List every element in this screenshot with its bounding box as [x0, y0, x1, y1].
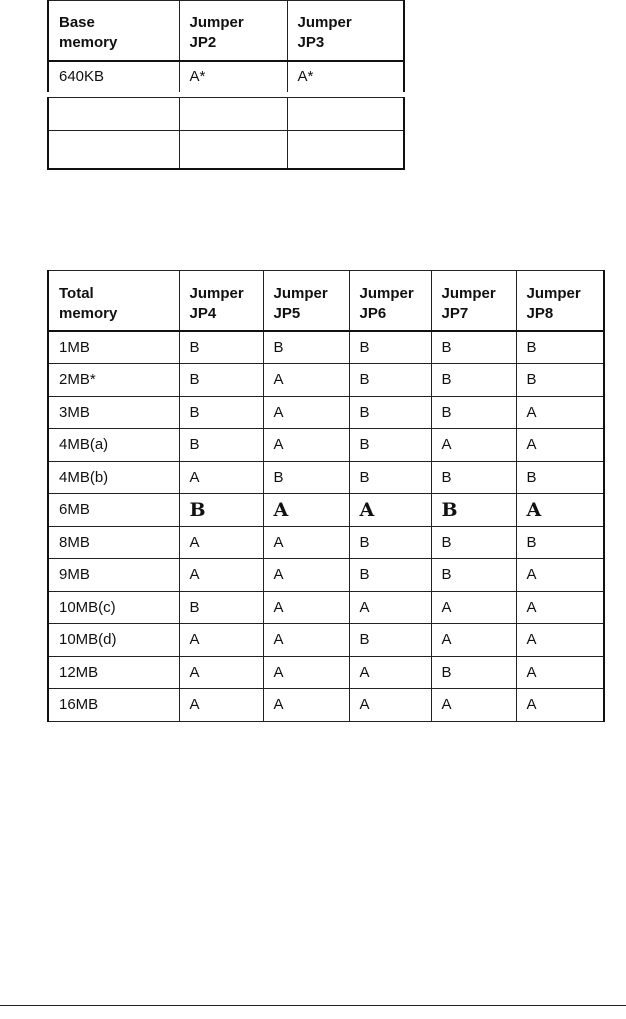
cell: A [516, 494, 604, 527]
table-row [48, 494, 604, 527]
cell: 4MB(a) [48, 429, 179, 462]
cell: 16MB [48, 689, 179, 722]
cell: A [179, 656, 263, 689]
cell: 640KB [48, 61, 179, 92]
cell: B [349, 526, 431, 559]
cell: A [263, 624, 349, 657]
cell [287, 130, 404, 169]
cell [179, 130, 287, 169]
cell: B [349, 461, 431, 494]
cell: 12MB [48, 656, 179, 689]
table-row [48, 396, 604, 429]
cell: B [263, 461, 349, 494]
table-header-row [48, 271, 604, 331]
cell: B [263, 331, 349, 364]
cell: A [263, 494, 349, 527]
cell: B [516, 526, 604, 559]
cell: 9MB [48, 559, 179, 592]
cell: A [179, 559, 263, 592]
cell: A [263, 364, 349, 397]
total-memory-table [47, 270, 605, 722]
cell: 8MB [48, 526, 179, 559]
cell: A [263, 429, 349, 462]
cell: B [431, 461, 516, 494]
table-row [48, 429, 604, 462]
cell: A [263, 689, 349, 722]
cell: A [263, 396, 349, 429]
cell: A [431, 591, 516, 624]
header-base-memory: Base memory [48, 1, 179, 61]
cell: 6MB [48, 494, 179, 527]
cell: B [431, 364, 516, 397]
cell: A [349, 591, 431, 624]
cell: B [431, 559, 516, 592]
cell: B [349, 559, 431, 592]
cell: A [179, 624, 263, 657]
header-jumper-jp5: Jumper JP5 [263, 271, 349, 331]
cell: A [431, 689, 516, 722]
cell: A [349, 656, 431, 689]
cell: A [516, 591, 604, 624]
cell: B [179, 331, 263, 364]
header-jumper-jp3: Jumper JP3 [287, 1, 404, 61]
page-footer-rule [0, 1005, 626, 1006]
table-row [48, 97, 404, 130]
cell: B [516, 461, 604, 494]
table-row [48, 591, 604, 624]
cell: A [263, 656, 349, 689]
table-row [48, 656, 604, 689]
cell [48, 97, 179, 130]
cell: A [516, 429, 604, 462]
table-row [48, 130, 404, 169]
cell: A [179, 461, 263, 494]
base-memory-table [47, 0, 405, 170]
header-jumper-jp6: Jumper JP6 [349, 271, 431, 331]
table-row [48, 61, 404, 92]
header-jumper-jp8: Jumper JP8 [516, 271, 604, 331]
cell: B [349, 624, 431, 657]
table-row [48, 689, 604, 722]
cell: B [431, 526, 516, 559]
cell: B [516, 364, 604, 397]
cell: B [179, 429, 263, 462]
table-row [48, 526, 604, 559]
cell: 4MB(b) [48, 461, 179, 494]
cell: 1MB [48, 331, 179, 364]
cell: B [349, 396, 431, 429]
header-jumper-jp7: Jumper JP7 [431, 271, 516, 331]
cell: B [516, 331, 604, 364]
cell: B [431, 331, 516, 364]
cell: A [516, 396, 604, 429]
cell: A [516, 559, 604, 592]
cell [48, 130, 179, 169]
cell: A [179, 689, 263, 722]
cell: B [349, 429, 431, 462]
cell: B [179, 364, 263, 397]
cell: A [516, 656, 604, 689]
cell: B [431, 494, 516, 527]
cell: A [431, 429, 516, 462]
cell: B [179, 591, 263, 624]
cell [287, 97, 404, 130]
table-row [48, 461, 604, 494]
cell: B [179, 494, 263, 527]
cell: A [516, 624, 604, 657]
table-row [48, 624, 604, 657]
header-jumper-jp2: Jumper JP2 [179, 1, 287, 61]
header-jumper-jp4: Jumper JP4 [179, 271, 263, 331]
cell: 10MB(d) [48, 624, 179, 657]
cell: A [431, 624, 516, 657]
cell: A* [179, 61, 287, 92]
cell: B [349, 364, 431, 397]
cell: B [431, 396, 516, 429]
cell: 2MB* [48, 364, 179, 397]
cell: B [349, 331, 431, 364]
cell: 3MB [48, 396, 179, 429]
header-total-memory: Total memory [48, 271, 179, 331]
cell: A [349, 494, 431, 527]
cell: A [263, 559, 349, 592]
table-row [48, 364, 604, 397]
cell: A [349, 689, 431, 722]
cell: A [263, 526, 349, 559]
cell: A [516, 689, 604, 722]
cell: A [263, 591, 349, 624]
cell: A [179, 526, 263, 559]
cell: 10MB(c) [48, 591, 179, 624]
table-row [48, 559, 604, 592]
table-row [48, 331, 604, 364]
cell: B [179, 396, 263, 429]
cell [179, 97, 287, 130]
cell: A* [287, 61, 404, 92]
cell: B [431, 656, 516, 689]
table-header-row [48, 1, 404, 61]
